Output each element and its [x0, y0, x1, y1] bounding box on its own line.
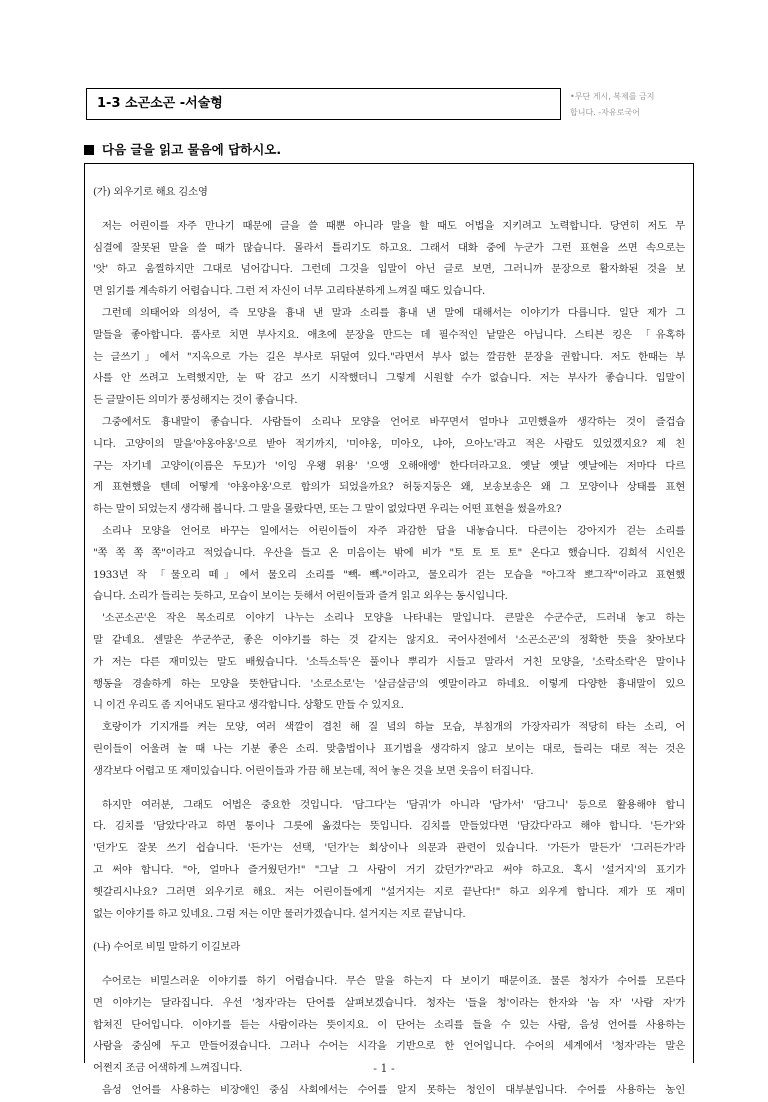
passage-line: 고 써야 합니다. "아, 얼마나 즐거웠던가!" "그날 그 사람이 거기 갔던가?"라고 써야 하고요. 혹시 '설거지'의 표기가 — [93, 863, 685, 876]
passage-box — [84, 163, 694, 1097]
passage-line: '소곤소곤'은 작은 목소리로 이야기 나누는 소리나 모양을 나타내는 말입니다. 큰말은 수군수군, 드러내 놓고 하는 — [102, 612, 685, 625]
copyright-notice — [570, 89, 690, 121]
copyright-notice-line: •무단 게시, 복제를 금지 — [570, 92, 655, 101]
passage-line: 합쳐진 단어입니다. 이야기를 듣는 사람이라는 뜻이지요. 이 단어는 소리를 들을 수 있는 사람, 음성 언어를 사용하는 — [93, 1018, 685, 1031]
passage-line: "쪽 쪽 쪽 쪽"이라고 적었습니다. 우산을 들고 온 미음이는 밖에 비가 "토 토 토 토" 온다고 했습니다. 김희석 시인은 — [93, 546, 685, 559]
instruction-text: 다음 글을 읽고 물음에 답하시오. — [102, 142, 282, 157]
passage-line: 하지만 여러분, 그래도 어법은 중요한 것입니다. '담그다'는 '담궈'가 아니라 '담가서' '담그니' 등으로 활용해야 합니 — [102, 798, 685, 811]
passage-line: 말들을 좋아합니다. 품사로 치면 부사지요. 애초에 문장을 만드는 데 필수적인 낱말은 아닙니다. 스티븐 킹은 「유혹하 — [93, 328, 685, 341]
passage-line: 다. 김치를 '담았다'라고 하면 통이나 그릇에 옮겼다는 뜻입니다. 김치를 만들었다면 '담갔다'라고 해야 합니다. '든가'와 — [93, 820, 685, 833]
passage-line: 생각보다 어렵고 또 재미있습니다. 어린이들과 가끔 해 보는데, 적어 놓은 것을 보면 웃음이 터집니다. — [93, 764, 534, 777]
passage-line: 음성 언어를 사용하는 비장애인 중심 사회에서는 수어를 알지 못하는 청인이 대부분입니다. 수어를 사용하는 농인 — [102, 1084, 685, 1097]
passage-line: '던가'도 잘못 쓰기 쉽습니다. '든가'는 선택, '던가'는 회상이나 의문과 관련이 있습니다. '가든가 말든가' '그러든가'라 — [93, 842, 685, 855]
passage-line: 사를 안 쓰려고 노력했지만, 눈 딱 감고 쓰기 시작했더니 그렇게 시원할 수가 없습니다. 저는 부사가 좋습니다. 입말이 — [93, 372, 685, 385]
passage-line: 면 이야기는 달라집니다. 우선 '청자'라는 단어를 살펴보겠습니다. 청자는 '들을 청'이라는 한자와 '놈 자' '사람 자'가 — [93, 996, 685, 1009]
passage-line: '앗' 하고 움찔하지만 그대로 넘어갑니다. 그런데 그것을 입말이 아닌 글로 보면, 그러니까 문장으로 활자화된 것을 보 — [93, 263, 685, 276]
copyright-notice-line: 합니다. -자유로국어 — [570, 108, 640, 117]
passage-line: 니다. 고양이의 말을'야옹야옹'으로 받아 적기까지, '미야옹, 미아오, 냐아, 으아노'라고 적은 사람도 있었겠지요? 제 친 — [93, 437, 685, 450]
passage-line: 가 저는 다른 재미있는 말도 배웠습니다. '소득소득'은 풀이나 뿌리가 시들고 말라서 거친 모양을, '소락소락'은 말이나 — [93, 655, 685, 668]
passage-line: 그중에서도 흉내말이 좋습니다. 사람들이 소리나 모양을 언어로 바꾸면서 얼마나 고민했을까 생각하는 것이 즐겁습 — [102, 415, 685, 428]
paragraph-gap — [93, 959, 685, 971]
square-bullet-icon — [84, 145, 94, 155]
passage-line: 구는 자기네 고양이(이름은 두모)가 '이잉 우왱 위용' '으앵 오해애엥' 한다더라고요. 옛날 옛날 옛날에는 저마다 다르 — [93, 459, 685, 472]
passage-line: 수어로는 비밀스러운 이야기를 하기 어렵습니다. 무슨 말을 하는지 다 보이기 때문이죠. 물론 청자가 수어를 모른다 — [102, 975, 685, 988]
passage-line: 는 글쓰기」에서 "지옥으로 가는 길은 부사로 뒤덮여 있다."라면서 부사 없는 깔끔한 문장을 권합니다. 저도 한때는 부 — [93, 350, 685, 363]
passage-line: 1933년 작 「물오리 떼」에서 물오리 소리를 "빽- 빽-"이라고, 물오리가 걷는 모습을 "아그작 뽀그작"이라고 표현했 — [93, 568, 685, 581]
paragraph-gap — [93, 783, 685, 795]
passage-heading: (가) 외우기로 해요 김소영 — [93, 186, 208, 198]
paragraph-gap — [93, 204, 685, 216]
question-instruction — [84, 140, 281, 158]
passage-line: 게 표현했을 텐데 어떻게 '야옹야옹'으로 합의가 되었을까요? 허둥지둥은 왜, 보송보송은 왜 그 모양이나 상태를 표현 — [93, 481, 685, 494]
passage-line: 호랑이가 기지개를 켜는 모양, 여러 색깔이 겹친 해 질 녘의 하늘 모습, 부침개의 가장자리가 적당히 타는 소리, 어 — [102, 721, 685, 734]
page-number: - 1 - — [373, 1062, 395, 1075]
section-title: 1-3 소곤소곤 -서술형 — [86, 88, 561, 120]
passage-line: 헷갈리시나요? 그러면 외우기로 해요. 저는 어린이들에게 "설거지는 지로 끝난다!" 하고 외우게 합니다. 제가 또 재미 — [93, 885, 685, 898]
passage-line: 행동을 경솔하게 하는 모양을 뜻한답니다. '소로소로'는 '살금살금'의 옛말이라고 하네요. 이렇게 다양한 흉내말이 있으 — [93, 677, 685, 690]
passage-line: 어쩐지 조금 어색하게 느껴집니다. — [93, 1062, 243, 1075]
passage-line: 든 글말이든 의미가 풍성해지는 것이 좋습니다. — [93, 394, 298, 407]
passage-line: 사람을 중심에 두고 만들어졌습니다. 그러나 수어는 시각을 기반으로 한 언어입니다. 수어의 세계에서 '청자'라는 말은 — [93, 1040, 685, 1053]
paragraph-gap — [93, 925, 685, 937]
passage-line: 그런데 의태어와 의성어, 즉 모양을 흉내 낸 말과 소리를 흉내 낸 말에 대해서는 이야기가 다릅니다. 일단 제가 그 — [102, 306, 685, 319]
passage-line: 습니다. 소리가 들리는 듯하고, 모습이 보이는 듯해서 어린이들과 즐겨 읽고 외우는 동시입니다. — [93, 590, 508, 603]
passage-line: 니 이건 우리도 좀 지어내도 된다고 생각합니다. 상황도 만들 수 있지요. — [93, 699, 404, 712]
passage-line: 말 같네요. 센말은 쑤군쑤군, 좋은 이야기를 하는 것 같지는 않지요. 국어사전에서 '소곤소곤'의 정확한 뜻을 찾아보다 — [93, 633, 685, 646]
passage-line: 소리나 모양을 언어로 바꾸는 일에서는 어린이들이 자주 과감한 답을 내놓습니다. 다큰이는 강아지가 걷는 소리를 — [102, 524, 685, 537]
passage-line: 린이들이 어울려 놀 때 나는 기분 좋은 소리. 맞춤법이나 표기법을 생각하지 않고 보이는 대로, 들리는 대로 적는 것은 — [93, 742, 685, 755]
passage-line: 하는 말이 되었는지 생각해 봅니다. 그 말을 몰랐다면, 또는 그 말이 없었다면 우리는 어떤 표현을 썼을까요? — [93, 503, 562, 516]
passage-line: 심결에 잘못된 말을 쓸 때가 많습니다. 몰라서 틀리기도 하고요. 그래서 대화 중에 누군가 그런 표현을 쓰면 속으로는 — [93, 241, 685, 254]
passage-heading: (나) 수어로 비밀 말하기 이길보라 — [93, 941, 241, 954]
passage-line: 없는 이야기를 하고 있네요. 그럼 저는 이만 물러가겠습니다. 설거지는 지로 끝납니다. — [93, 907, 466, 920]
passage-line: 면 읽기를 계속하기 어렵습니다. 그런 저 자신이 너무 고리타분하게 느껴질 때도 있습니다. — [93, 285, 486, 298]
passage-line: 저는 어린이를 자주 만나기 때문에 글을 쓸 때뿐 아니라 말을 할 때도 어법을 지키려고 노력합니다. 당연히 저도 무 — [102, 219, 685, 232]
